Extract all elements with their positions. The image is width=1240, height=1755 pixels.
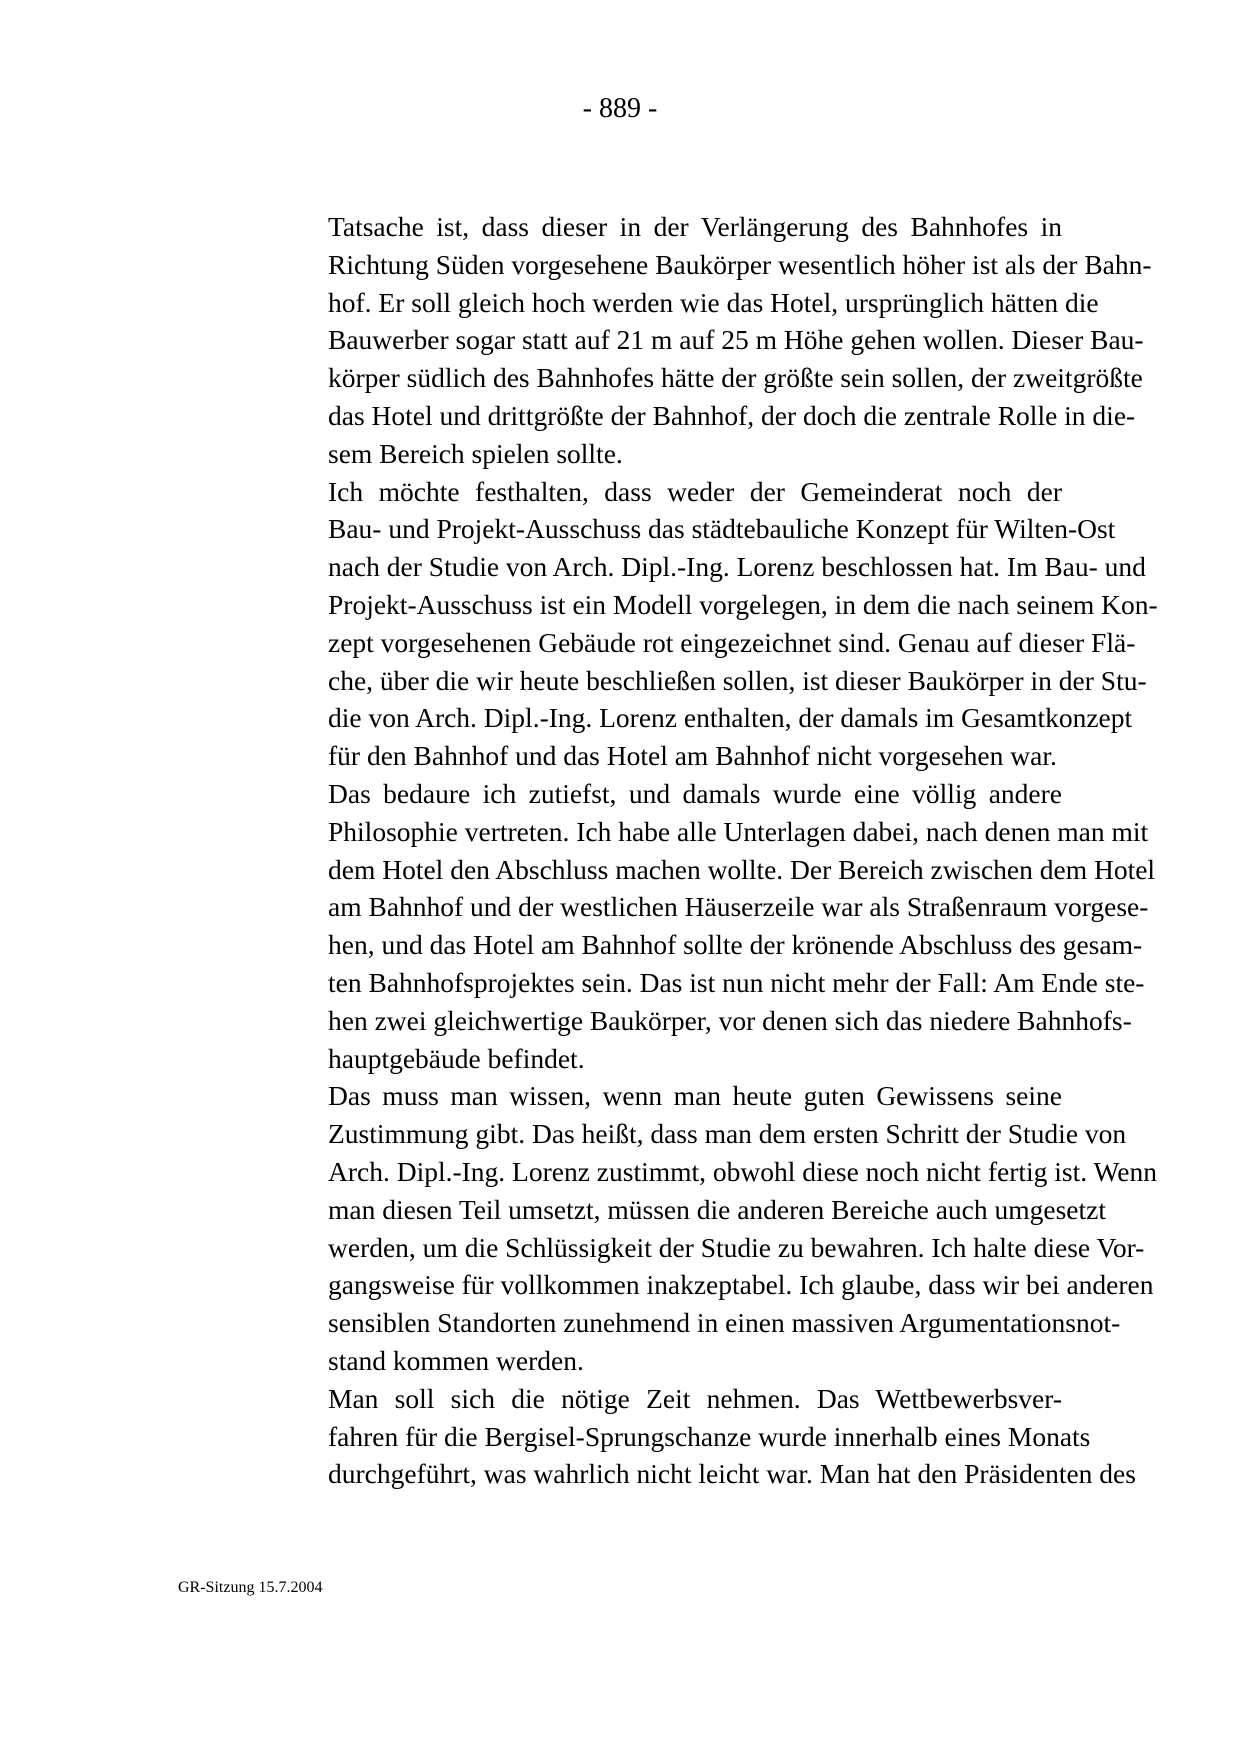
text-line: Bau- und Projekt-Ausschuss das städtebauliche Konzept für Wilten-Ost [328, 513, 1116, 545]
text-line: werden, um die Schlüssigkeit der Studie zu bewahren. Ich halte diese Vor- [328, 1231, 1145, 1263]
text-line: che, über die wir heute beschließen sollen, ist dieser Baukörper in der Stu- [328, 664, 1147, 696]
paragraph [178, 775, 1156, 1077]
text-line: Projekt-Ausschuss ist ein Modell vorgelegen, in dem die nach seinem Kon- [328, 588, 1158, 620]
text-line: Man soll sich die nötige Zeit nehmen. Das Wettbewerbsver- [328, 1382, 1062, 1414]
text-line: hauptgebäude befindet. [328, 1042, 585, 1074]
text-line: hen, und das Hotel am Bahnhof sollte der krönende Abschluss des gesam- [328, 929, 1143, 961]
text-line: sensiblen Standorten zunehmend in einen massiven Argumentationsnot- [328, 1307, 1121, 1339]
text-line: Ich möchte festhalten, dass weder der Gemeinderat noch der [328, 475, 1062, 507]
text-line: sem Bereich spielen sollte. [328, 437, 623, 469]
text-line: hen zwei gleichwertige Baukörper, vor denen sich das niedere Bahnhofs- [328, 1004, 1132, 1036]
text-line: ten Bahnhofsprojektes sein. Das ist nun nicht mehr der Fall: Am Ende ste- [328, 966, 1145, 998]
text-line: am Bahnhof und der westlichen Häuserzeile war als Straßenraum vorgese- [328, 891, 1149, 923]
text-line: zept vorgesehenen Gebäude rot eingezeichnet sind. Genau auf dieser Flä- [328, 626, 1136, 658]
text-line: körper südlich des Bahnhofes hätte der größte sein sollen, der zweitgrößte [328, 362, 1143, 394]
paragraph [178, 1380, 1136, 1493]
text-line: Bauwerber sogar statt auf 21 m auf 25 m Höhe gehen wollen. Dieser Bau- [328, 324, 1144, 356]
page-number: - 889 - [582, 93, 658, 124]
text-line: Das bedaure ich zutiefst, und damals wurde eine völlig andere [328, 777, 1062, 809]
text-line: Das muss man wissen, wenn man heute guten Gewissens seine [328, 1080, 1062, 1112]
paragraph [178, 208, 1152, 473]
text-line: man diesen Teil umsetzt, müssen die anderen Bereiche auch umgesetzt [328, 1193, 1106, 1225]
text-line: gangsweise für vollkommen inakzeptabel. Ich glaube, dass wir bei anderen [328, 1269, 1154, 1301]
paragraph [178, 473, 1158, 775]
text-line: Richtung Süden vorgesehene Baukörper wesentlich höher ist als der Bahn- [328, 248, 1152, 280]
text-line: das Hotel und drittgrößte der Bahnhof, der doch die zentrale Rolle in die- [328, 399, 1136, 431]
text-line: Arch. Dipl.-Ing. Lorenz zustimmt, obwohl diese noch nicht fertig ist. Wenn [328, 1155, 1157, 1187]
footer-session-label: GR-Sitzung 15.7.2004 [178, 1579, 323, 1596]
text-line: dem Hotel den Abschluss machen wollte. Der Bereich zwischen dem Hotel [328, 853, 1156, 885]
text-line: Philosophie vertreten. Ich habe alle Unterlagen dabei, nach denen man mit [328, 815, 1149, 847]
text-line: die von Arch. Dipl.-Ing. Lorenz enthalten, der damals im Gesamtkonzept [328, 702, 1133, 734]
text-line: Tatsache ist, dass dieser in der Verlängerung des Bahnhofes in [328, 211, 1062, 242]
document-body [178, 208, 1158, 1493]
text-line: durchgeführt, was wahrlich nicht leicht war. Man hat den Präsidenten des [328, 1458, 1136, 1490]
paragraph [178, 1077, 1157, 1379]
text-line: hof. Er soll gleich hoch werden wie das Hotel, ursprünglich hätten die [328, 286, 1099, 318]
text-line: Zustimmung gibt. Das heißt, dass man dem ersten Schritt der Studie von [328, 1118, 1127, 1150]
text-line: für den Bahnhof und das Hotel am Bahnhof nicht vorgesehen war. [328, 740, 1057, 772]
text-line: nach der Studie von Arch. Dipl.-Ing. Lorenz beschlossen hat. Im Bau- und [328, 551, 1146, 583]
text-line: stand kommen werden. [328, 1344, 584, 1376]
text-line: fahren für die Bergisel-Sprungschanze wurde innerhalb eines Monats [328, 1420, 1091, 1452]
